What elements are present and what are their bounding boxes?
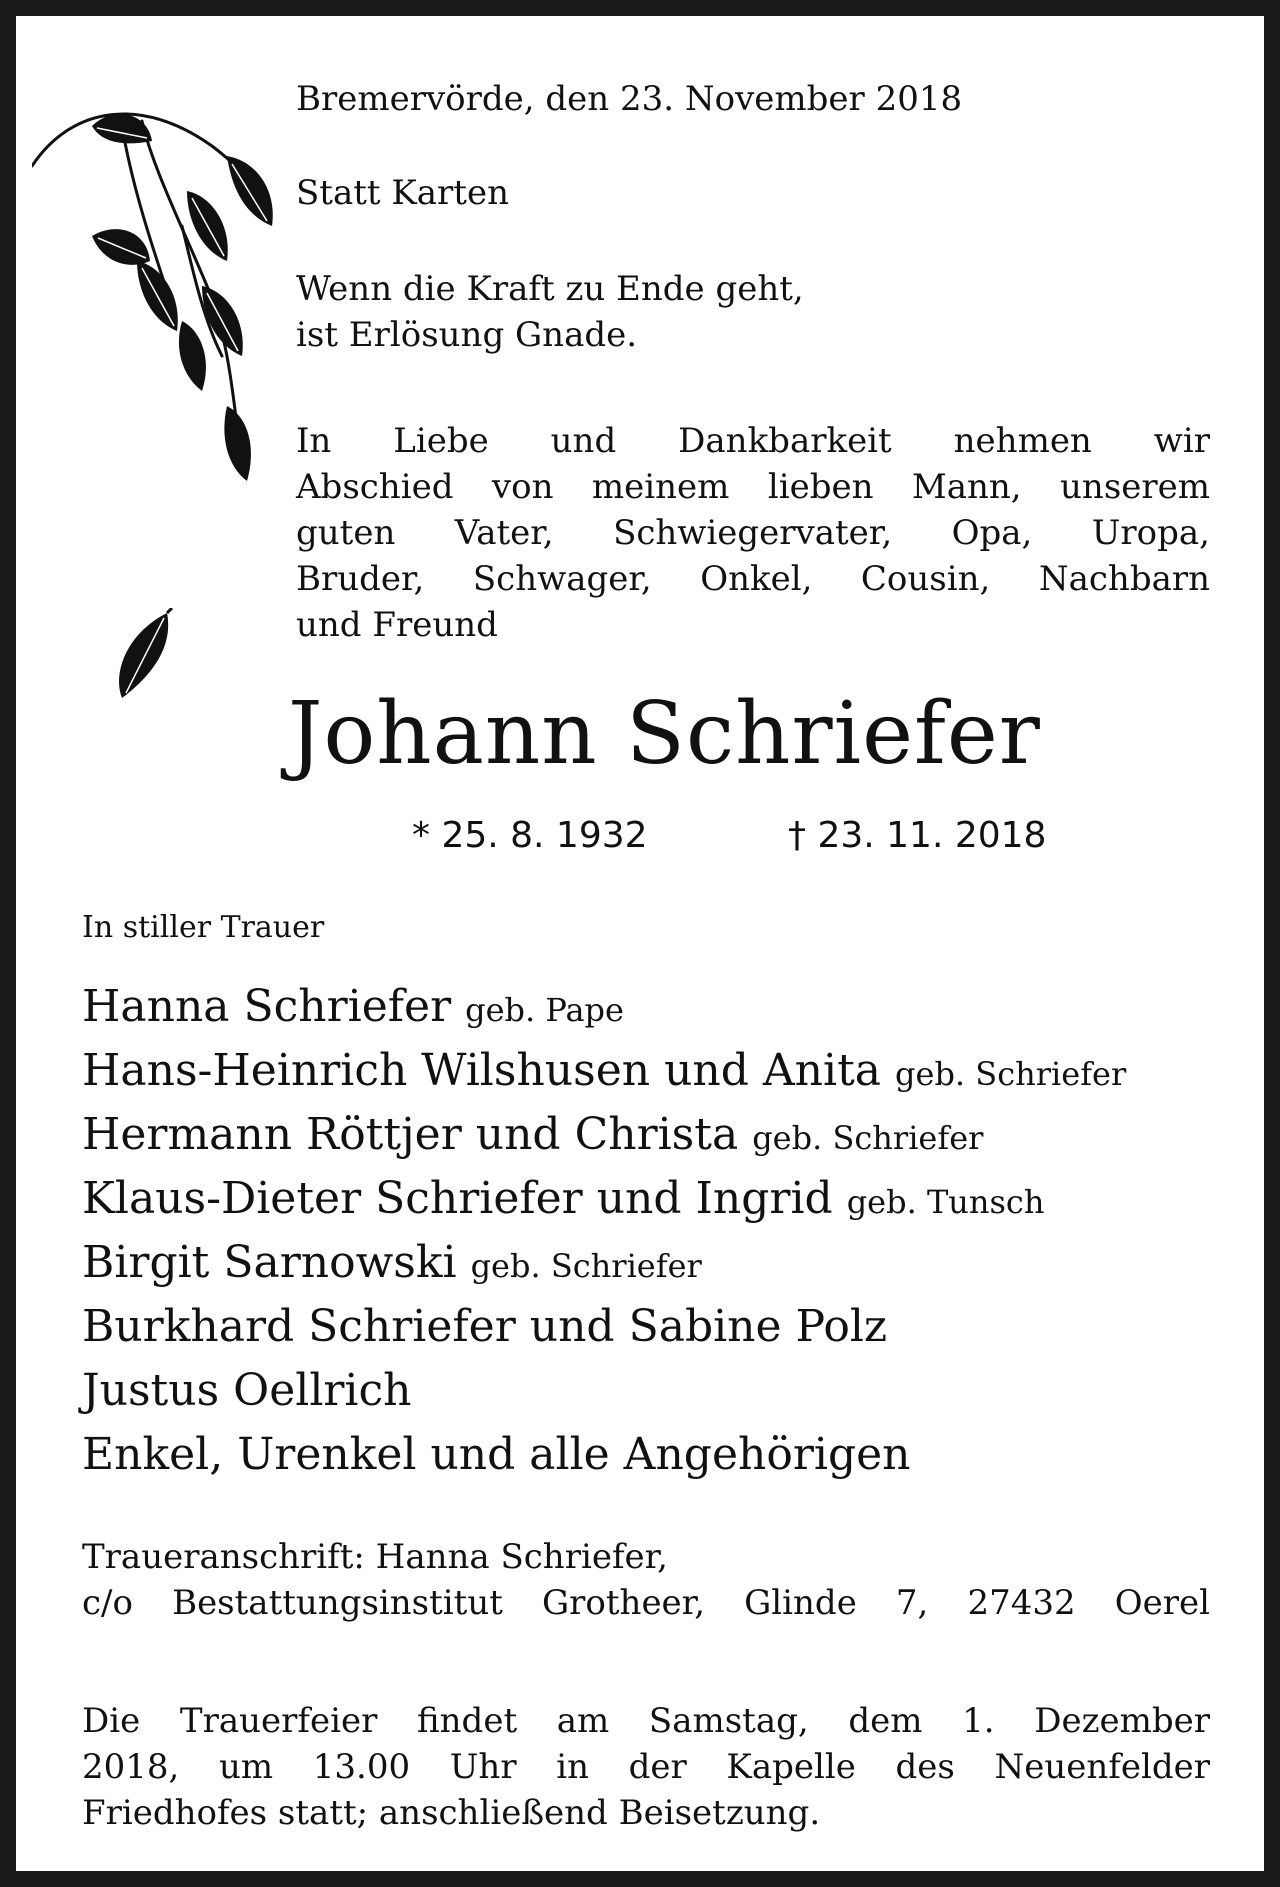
mourner-line [82, 1104, 983, 1169]
mourner-line [82, 1360, 411, 1422]
mourner-name: Hanna Schriefer [82, 981, 452, 1032]
mourner-name: Burkhard Schriefer und Sabine Polz [82, 1301, 888, 1352]
falling-leaf-icon [112, 608, 182, 708]
mourner-line [82, 1168, 1044, 1233]
mourner-birth-name: geb. Schriefer [895, 1055, 1127, 1093]
mourner-birth-name: geb. Pape [465, 991, 624, 1029]
ceremony-line: Die Trauerfeier findet am Samstag, dem 1. Dezember [82, 1701, 1210, 1741]
mourner-birth-name: geb. Schriefer [470, 1247, 702, 1285]
birth-date: * 25. 8. 1932 [412, 815, 648, 856]
in-stiller-trauer: In stiller Trauer [82, 910, 325, 945]
mourner-name: Klaus-Dieter Schriefer und Ingrid [82, 1173, 833, 1224]
date-line: Bremervörde, den 23. November 2018 [296, 79, 963, 119]
address-line: c/o Bestattungsinstitut Grotheer, Glinde 7, 27432 Oerel [82, 1583, 1210, 1623]
statt-karten: Statt Karten [296, 173, 509, 213]
mourner-name: Justus Oellrich [82, 1365, 412, 1416]
mourner-name: Enkel, Urenkel und alle Angehörigen [82, 1429, 911, 1480]
verse-line: Wenn die Kraft zu Ende geht, [296, 269, 804, 309]
mourner-birth-name: geb. Tunsch [846, 1183, 1045, 1221]
intro-line: und Freund [296, 605, 498, 645]
mourner-line [82, 976, 624, 1041]
intro-line: In Liebe und Dankbarkeit nehmen wir [296, 421, 1210, 461]
death-date: † 23. 11. 2018 [788, 815, 1047, 856]
birch-branch-icon [32, 86, 292, 506]
mourner-line [82, 1040, 1126, 1105]
intro-line: Abschied von meinem lieben Mann, unserem [296, 467, 1210, 507]
mourner-line [82, 1232, 702, 1297]
mourner-name: Birgit Sarnowski [82, 1237, 457, 1288]
mourner-birth-name: geb. Schriefer [752, 1119, 984, 1157]
ceremony-line: 2018, um 13.00 Uhr in der Kapelle des Neuenfelder [82, 1747, 1210, 1787]
mourner-line [82, 1424, 910, 1486]
deceased-name: Johann Schriefer [288, 684, 1041, 784]
verse-line: ist Erlösung Gnade. [296, 315, 638, 355]
mourner-name: Hans-Heinrich Wilshusen und Anita [82, 1045, 882, 1096]
mourner-name: Hermann Röttjer und Christa [82, 1109, 739, 1160]
ceremony-line: Friedhofes statt; anschließend Beisetzung. [82, 1793, 821, 1833]
mourner-line [82, 1296, 887, 1358]
intro-line: Bruder, Schwager, Onkel, Cousin, Nachbarn [296, 559, 1210, 599]
intro-line: guten Vater, Schwiegervater, Opa, Uropa, [296, 513, 1210, 553]
address-line: Traueranschrift: Hanna Schriefer, [82, 1537, 668, 1577]
